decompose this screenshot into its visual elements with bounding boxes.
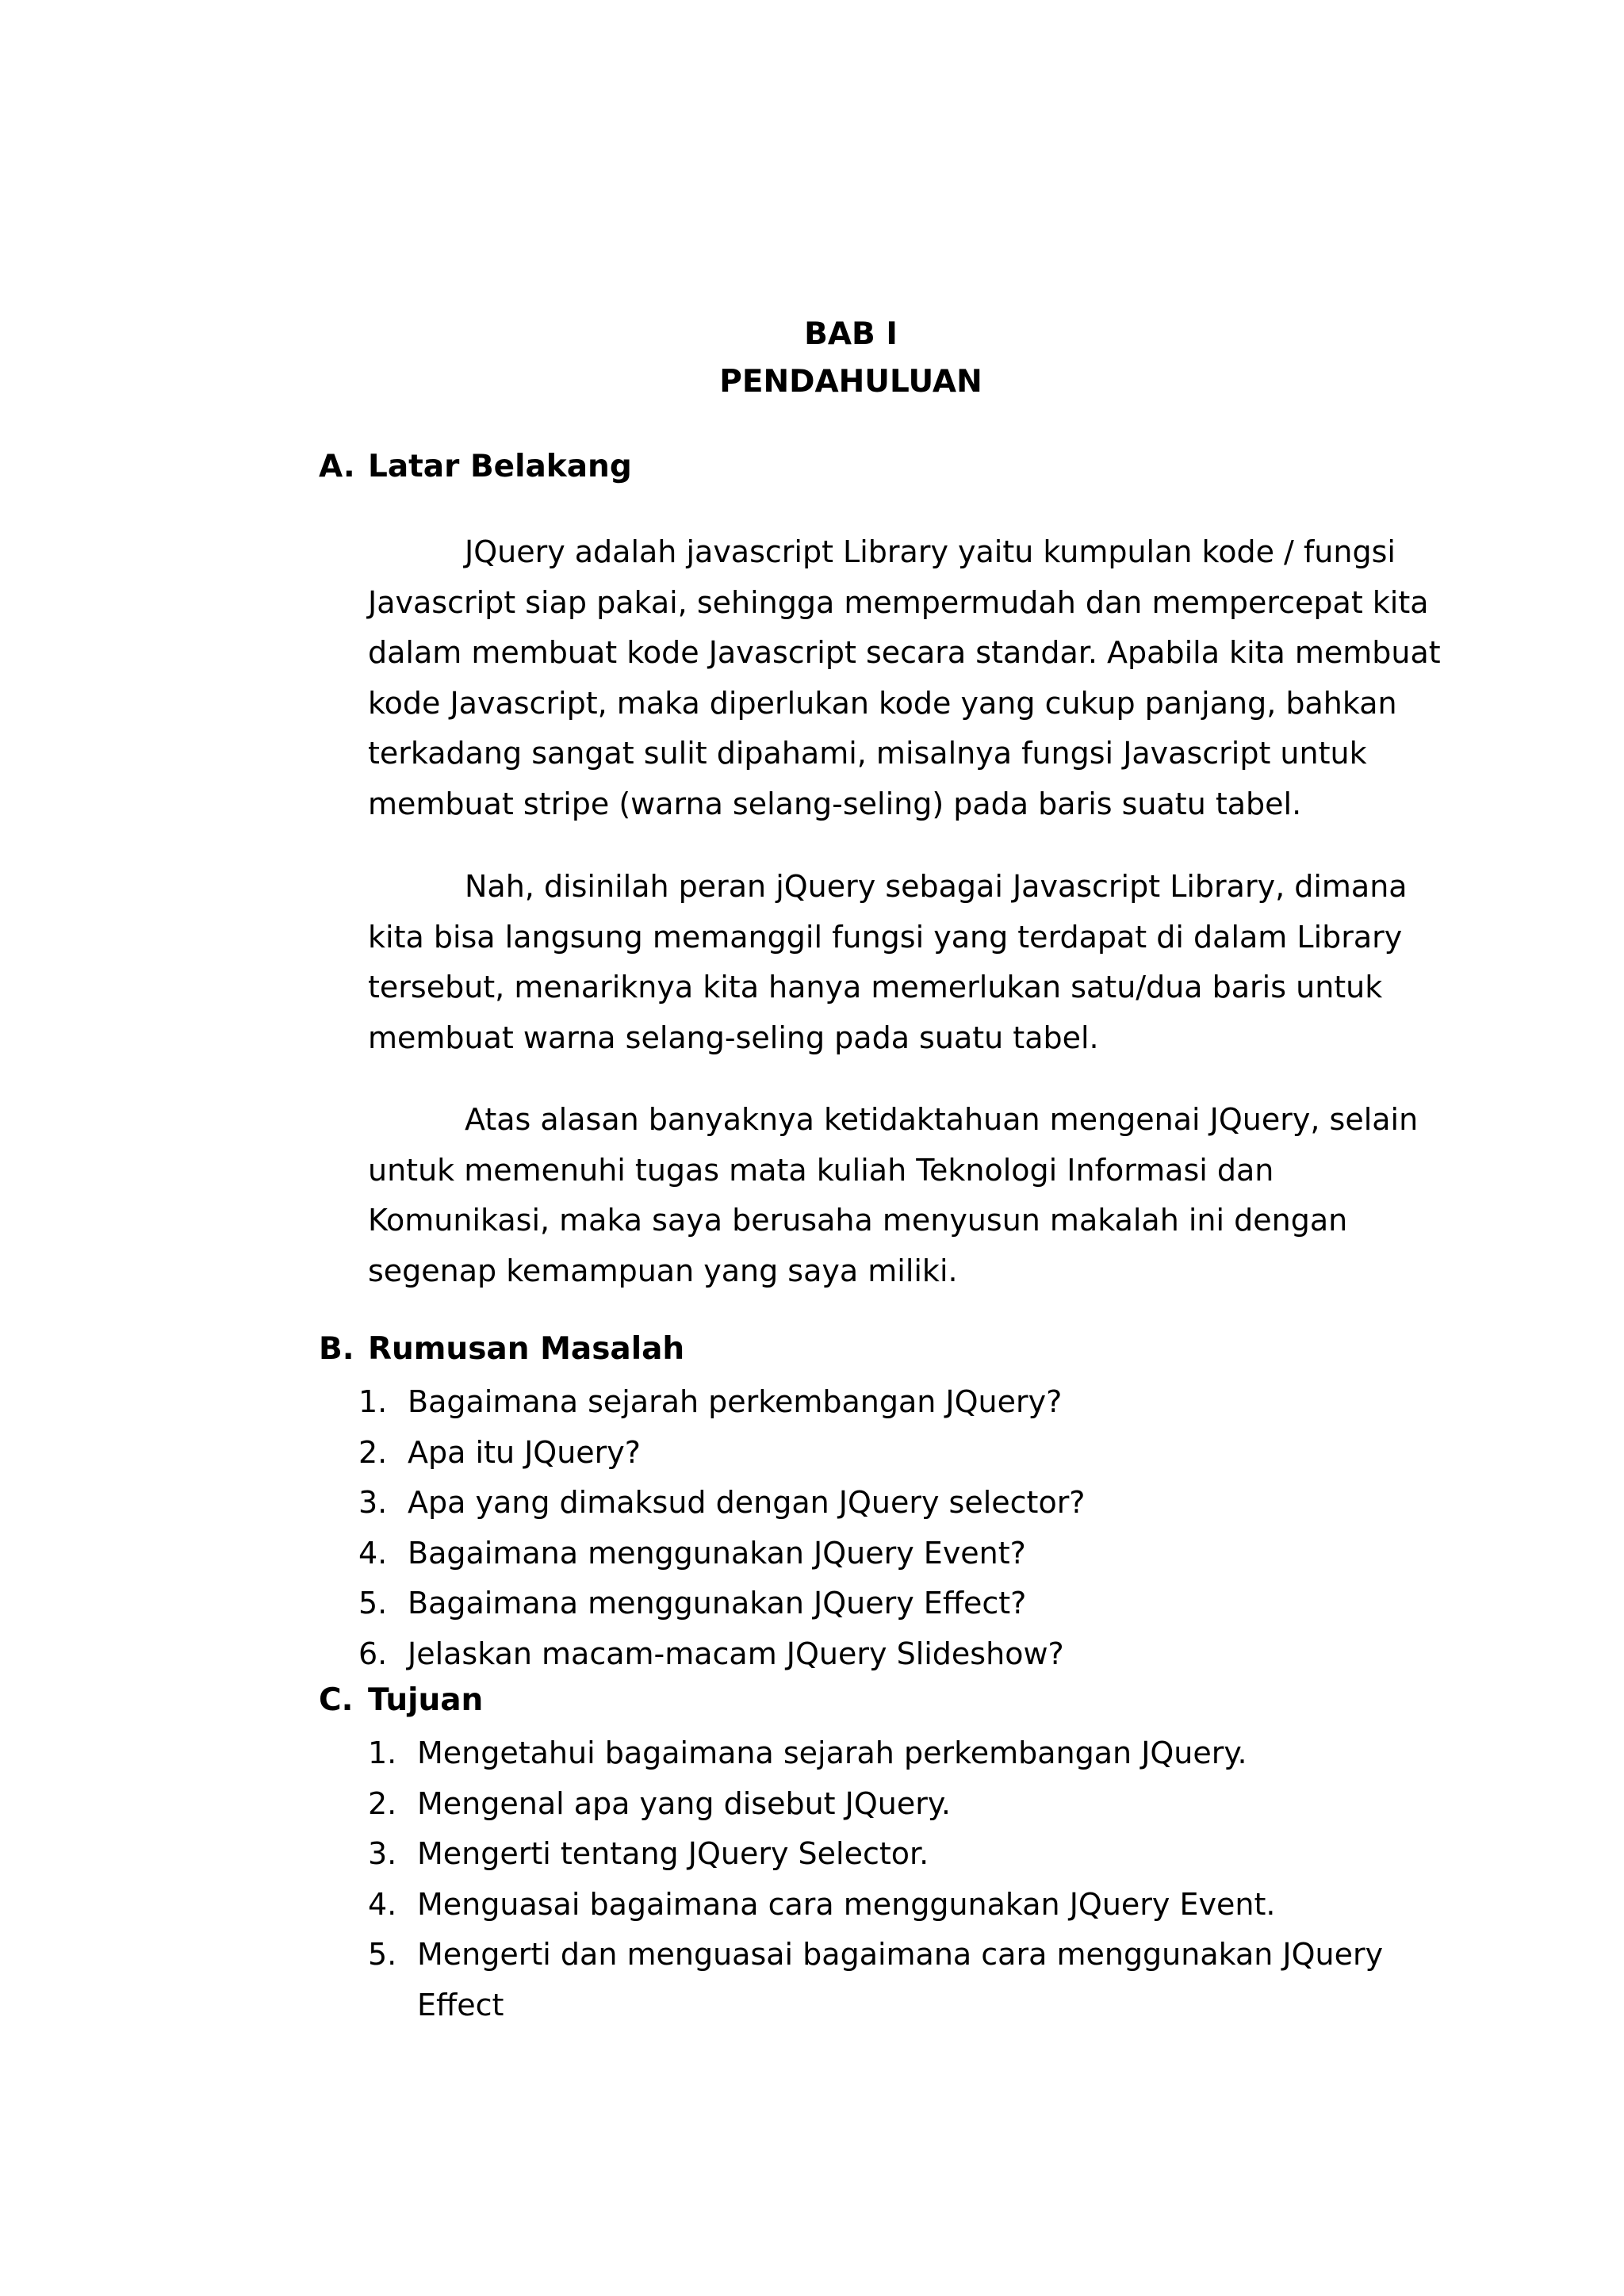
rumusan-masalah-list xyxy=(358,1377,1389,1679)
list-item xyxy=(358,1529,1389,1579)
paragraph-line: Javascript siap pakai, sehingga mempermudah dan mempercepat kita xyxy=(368,584,1429,620)
section-letter: A. xyxy=(319,449,355,484)
list-text: Mengetahui bagaimana sejarah perkembangan JQuery. xyxy=(417,1735,1247,1770)
list-text: Bagaimana sejarah perkembangan JQuery? xyxy=(408,1384,1063,1419)
chapter-number: BAB I xyxy=(804,316,898,352)
list-number: 1. xyxy=(368,1735,397,1770)
list-text: Menguasai bagaimana cara menggunakan JQuery Event. xyxy=(417,1886,1276,1922)
chapter-title: PENDAHULUAN xyxy=(719,364,982,400)
paragraph-1 xyxy=(368,527,1441,829)
list-text: Mengenal apa yang disebut JQuery. xyxy=(417,1785,951,1821)
paragraph-line: membuat stripe (warna selang-seling) pada baris suatu tabel. xyxy=(368,786,1302,821)
paragraph-line: segenap kemampuan yang saya miliki. xyxy=(368,1253,958,1288)
paragraph-line: dalam membuat kode Javascript secara standar. Apabila kita membuat xyxy=(368,635,1441,670)
list-number: 4. xyxy=(358,1535,388,1571)
section-heading-rumusan-masalah xyxy=(319,1328,684,1371)
list-item xyxy=(368,1779,1415,1830)
list-text: Jelaskan macam-macam JQuery Slideshow? xyxy=(408,1636,1064,1671)
paragraph-line: untuk memenuhi tugas mata kuliah Teknologi Informasi dan xyxy=(368,1152,1274,1188)
list-number: 4. xyxy=(368,1886,397,1922)
paragraph-line: JQuery adalah javascript Library yaitu kumpulan kode / fungsi xyxy=(465,534,1396,569)
list-number: 3. xyxy=(358,1485,388,1520)
section-heading-latar-belakang xyxy=(319,446,632,488)
list-number: 1. xyxy=(358,1384,388,1419)
list-item xyxy=(358,1478,1389,1529)
list-text: Apa itu JQuery? xyxy=(408,1434,641,1470)
list-text: Bagaimana menggunakan JQuery Effect? xyxy=(408,1586,1027,1621)
list-item xyxy=(368,1930,1415,2030)
list-item xyxy=(358,1377,1389,1428)
paragraph-line: tersebut, menariknya kita hanya memerlukan satu/dua baris untuk xyxy=(368,970,1383,1004)
list-number: 2. xyxy=(358,1434,388,1470)
paragraph-line: Komunikasi, maka saya berusaha menyusun makalah ini dengan xyxy=(368,1203,1348,1238)
list-number: 3. xyxy=(368,1836,397,1871)
list-number: 5. xyxy=(358,1586,388,1621)
list-text: Mengerti tentang JQuery Selector. xyxy=(417,1836,929,1871)
list-text: Mengerti dan menguasai bagaimana cara menggunakan JQuery Effect xyxy=(417,1937,1384,2022)
section-title: Tujuan xyxy=(368,1682,484,1718)
list-item xyxy=(368,1829,1415,1880)
paragraph-line: membuat warna selang-seling pada suatu tabel. xyxy=(368,1020,1099,1055)
list-text: Apa yang dimaksud dengan JQuery selector? xyxy=(408,1485,1086,1520)
list-item xyxy=(358,1578,1389,1629)
paragraph-line: Atas alasan banyaknya ketidaktahuan mengenai JQuery, selain xyxy=(465,1102,1419,1137)
section-title: Latar Belakang xyxy=(368,449,632,484)
list-text: Bagaimana menggunakan JQuery Event? xyxy=(408,1535,1026,1571)
tujuan-list xyxy=(368,1728,1415,2030)
paragraph-line: Nah, disinilah peran jQuery sebagai Javascript Library, dimana xyxy=(465,869,1408,904)
list-number: 5. xyxy=(368,1937,397,1972)
paragraph-2 xyxy=(368,862,1408,1063)
list-number: 6. xyxy=(358,1636,388,1671)
list-item xyxy=(368,1728,1415,1779)
section-heading-tujuan xyxy=(319,1679,483,1722)
paragraph-line: kita bisa langsung memanggil fungsi yang terdapat di dalam Library xyxy=(368,919,1403,955)
section-letter: C. xyxy=(319,1682,354,1718)
section-title: Rumusan Masalah xyxy=(368,1331,685,1367)
list-item xyxy=(358,1629,1389,1680)
paragraph-line: terkadang sangat sulit dipahami, misalnya fungsi Javascript untuk xyxy=(368,736,1367,771)
list-number: 2. xyxy=(368,1785,397,1821)
list-item xyxy=(368,1880,1415,1931)
paragraph-3 xyxy=(368,1095,1419,1296)
section-letter: B. xyxy=(319,1331,354,1367)
list-item xyxy=(358,1428,1389,1479)
paragraph-line: kode Javascript, maka diperlukan kode yang cukup panjang, bahkan xyxy=(368,685,1397,721)
